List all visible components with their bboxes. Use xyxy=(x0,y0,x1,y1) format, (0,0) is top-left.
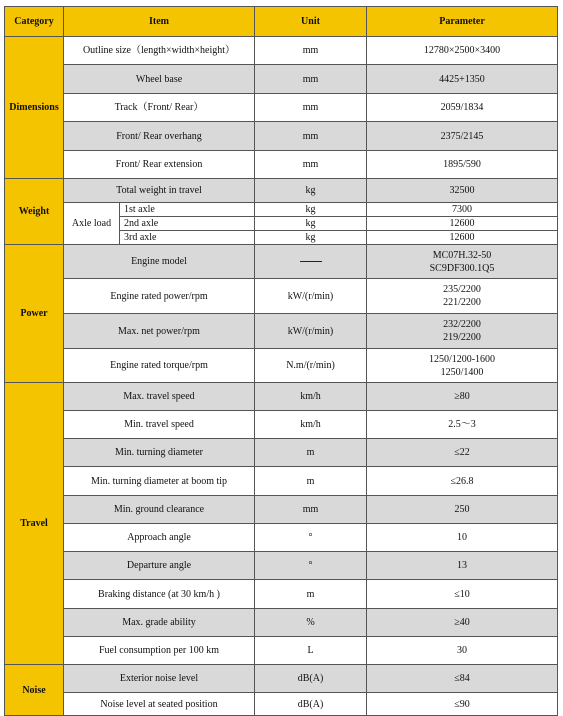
unit-cell: mm xyxy=(255,122,367,151)
header-category: Category xyxy=(5,7,64,37)
item-cell: Engine rated torque/rpm xyxy=(64,349,255,383)
table-row xyxy=(5,179,558,203)
unit-cell: kg xyxy=(255,217,367,231)
value-line-1: 1250/1200-1600 xyxy=(428,353,496,365)
table-row xyxy=(5,151,558,179)
table-row xyxy=(5,122,558,151)
unit-cell: kg xyxy=(255,203,367,217)
table-row xyxy=(5,439,558,467)
value-line-2: 221/2200 xyxy=(443,297,481,308)
value-cell: ≤22 xyxy=(367,439,558,467)
value-line-1: 235/2200 xyxy=(443,284,481,295)
value-cell: ≥40 xyxy=(367,609,558,637)
unit-cell: % xyxy=(255,609,367,637)
value-cell: 2375/2145 xyxy=(367,122,558,151)
header-unit: Unit xyxy=(255,7,367,37)
table-row xyxy=(5,609,558,637)
item-cell: Departure angle xyxy=(64,552,255,580)
unit-cell: m xyxy=(255,439,367,467)
item-cell: 2nd axle xyxy=(120,217,255,231)
item-cell: 3rd axle xyxy=(120,231,255,245)
unit-cell xyxy=(255,245,367,279)
item-cell: Min. turning diameter at boom tip xyxy=(64,467,255,496)
item-cell: Total weight in travel xyxy=(64,179,255,203)
category-weight: Weight xyxy=(5,179,64,245)
value-line-2: 219/2200 xyxy=(443,332,481,343)
value-cell: 1895/590 xyxy=(367,151,558,179)
table-row xyxy=(5,37,558,65)
unit-cell: dB(A) xyxy=(255,665,367,693)
table-row xyxy=(5,245,558,279)
unit-cell: mm xyxy=(255,37,367,65)
unit-cell: ° xyxy=(255,552,367,580)
dash-mark xyxy=(300,261,322,262)
unit-cell: kW/(r/min) xyxy=(255,279,367,314)
item-cell: Outline size（length×width×height） xyxy=(64,37,255,65)
item-cell: Wheel base xyxy=(64,65,255,94)
value-cell: 10 xyxy=(367,524,558,552)
unit-cell: L xyxy=(255,637,367,665)
item-cell: Min. turning diameter xyxy=(64,439,255,467)
unit-cell: dB(A) xyxy=(255,693,367,716)
item-cell: Min. travel speed xyxy=(64,411,255,439)
item-cell: Fuel consumption per 100 km xyxy=(64,637,255,665)
value-cell xyxy=(367,349,558,383)
unit-cell: km/h xyxy=(255,383,367,411)
item-cell: 1st axle xyxy=(120,203,255,217)
item-cell: Max. net power/rpm xyxy=(64,314,255,349)
item-cell: Exterior noise level xyxy=(64,665,255,693)
value-cell: ≥80 xyxy=(367,383,558,411)
value-cell xyxy=(367,245,558,279)
unit-cell: m xyxy=(255,467,367,496)
value-cell: 13 xyxy=(367,552,558,580)
table-row xyxy=(5,314,558,349)
table-row xyxy=(5,524,558,552)
table-row xyxy=(5,383,558,411)
table-row xyxy=(5,349,558,383)
table-row xyxy=(5,203,558,217)
table-row xyxy=(5,693,558,716)
item-cell: Noise level at seated position xyxy=(64,693,255,716)
value-cell: 2.5～3 xyxy=(367,411,558,439)
value-cell: 12600 xyxy=(367,231,558,245)
unit-cell: ° xyxy=(255,524,367,552)
unit-cell: m xyxy=(255,580,367,609)
value-cell: ≤10 xyxy=(367,580,558,609)
value-cell: 4425+1350 xyxy=(367,65,558,94)
table-row xyxy=(5,665,558,693)
value-cell: 30 xyxy=(367,637,558,665)
value-line-2: SC9DF300.1Q5 xyxy=(429,262,495,274)
item-cell: Max. travel speed xyxy=(64,383,255,411)
unit-cell: mm xyxy=(255,94,367,122)
value-line-1: MC07H.32-50 xyxy=(432,249,492,261)
table-row xyxy=(5,411,558,439)
value-cell: 32500 xyxy=(367,179,558,203)
item-cell: Front/ Rear extension xyxy=(64,151,255,179)
category-travel: Travel xyxy=(5,383,64,665)
item-cell: Approach angle xyxy=(64,524,255,552)
value-cell: 12600 xyxy=(367,217,558,231)
spec-table xyxy=(4,6,558,716)
header-item: Item xyxy=(64,7,255,37)
header-parameter: Parameter xyxy=(367,7,558,37)
unit-cell: mm xyxy=(255,496,367,524)
unit-cell: kW/(r/min) xyxy=(255,314,367,349)
value-cell: ≤90 xyxy=(367,693,558,716)
category-dimensions: Dimensions xyxy=(5,37,64,179)
table-row xyxy=(5,467,558,496)
table-row xyxy=(5,94,558,122)
table-row xyxy=(5,637,558,665)
header-row xyxy=(5,7,558,37)
table-row xyxy=(5,65,558,94)
item-cell: Braking distance (at 30 km/h ) xyxy=(64,580,255,609)
category-power: Power xyxy=(5,245,64,383)
item-cell: Front/ Rear overhang xyxy=(64,122,255,151)
item-cell: Engine rated power/rpm xyxy=(64,279,255,314)
item-cell: Track（Front/ Rear） xyxy=(64,94,255,122)
value-cell: ≤84 xyxy=(367,665,558,693)
unit-cell: mm xyxy=(255,65,367,94)
value-cell xyxy=(367,314,558,349)
value-line-2: 1250/1400 xyxy=(440,366,484,378)
item-cell: Max. grade ability xyxy=(64,609,255,637)
unit-cell: mm xyxy=(255,151,367,179)
table-row xyxy=(5,552,558,580)
value-cell: ≤26.8 xyxy=(367,467,558,496)
item-cell: Engine model xyxy=(64,245,255,279)
unit-cell: kg xyxy=(255,231,367,245)
unit-cell: km/h xyxy=(255,411,367,439)
table-row xyxy=(5,279,558,314)
value-cell: 2059/1834 xyxy=(367,94,558,122)
axle-load-label: Axle load xyxy=(64,203,120,245)
unit-cell: kg xyxy=(255,179,367,203)
value-cell xyxy=(367,279,558,314)
value-cell: 12780×2500×3400 xyxy=(367,37,558,65)
value-cell: 250 xyxy=(367,496,558,524)
category-noise: Noise xyxy=(5,665,64,716)
value-cell: 7300 xyxy=(367,203,558,217)
unit-cell: N.m/(r/min) xyxy=(255,349,367,383)
table-row xyxy=(5,496,558,524)
table-row xyxy=(5,580,558,609)
item-cell: Min. ground clearance xyxy=(64,496,255,524)
value-line-1: 232/2200 xyxy=(443,319,481,330)
